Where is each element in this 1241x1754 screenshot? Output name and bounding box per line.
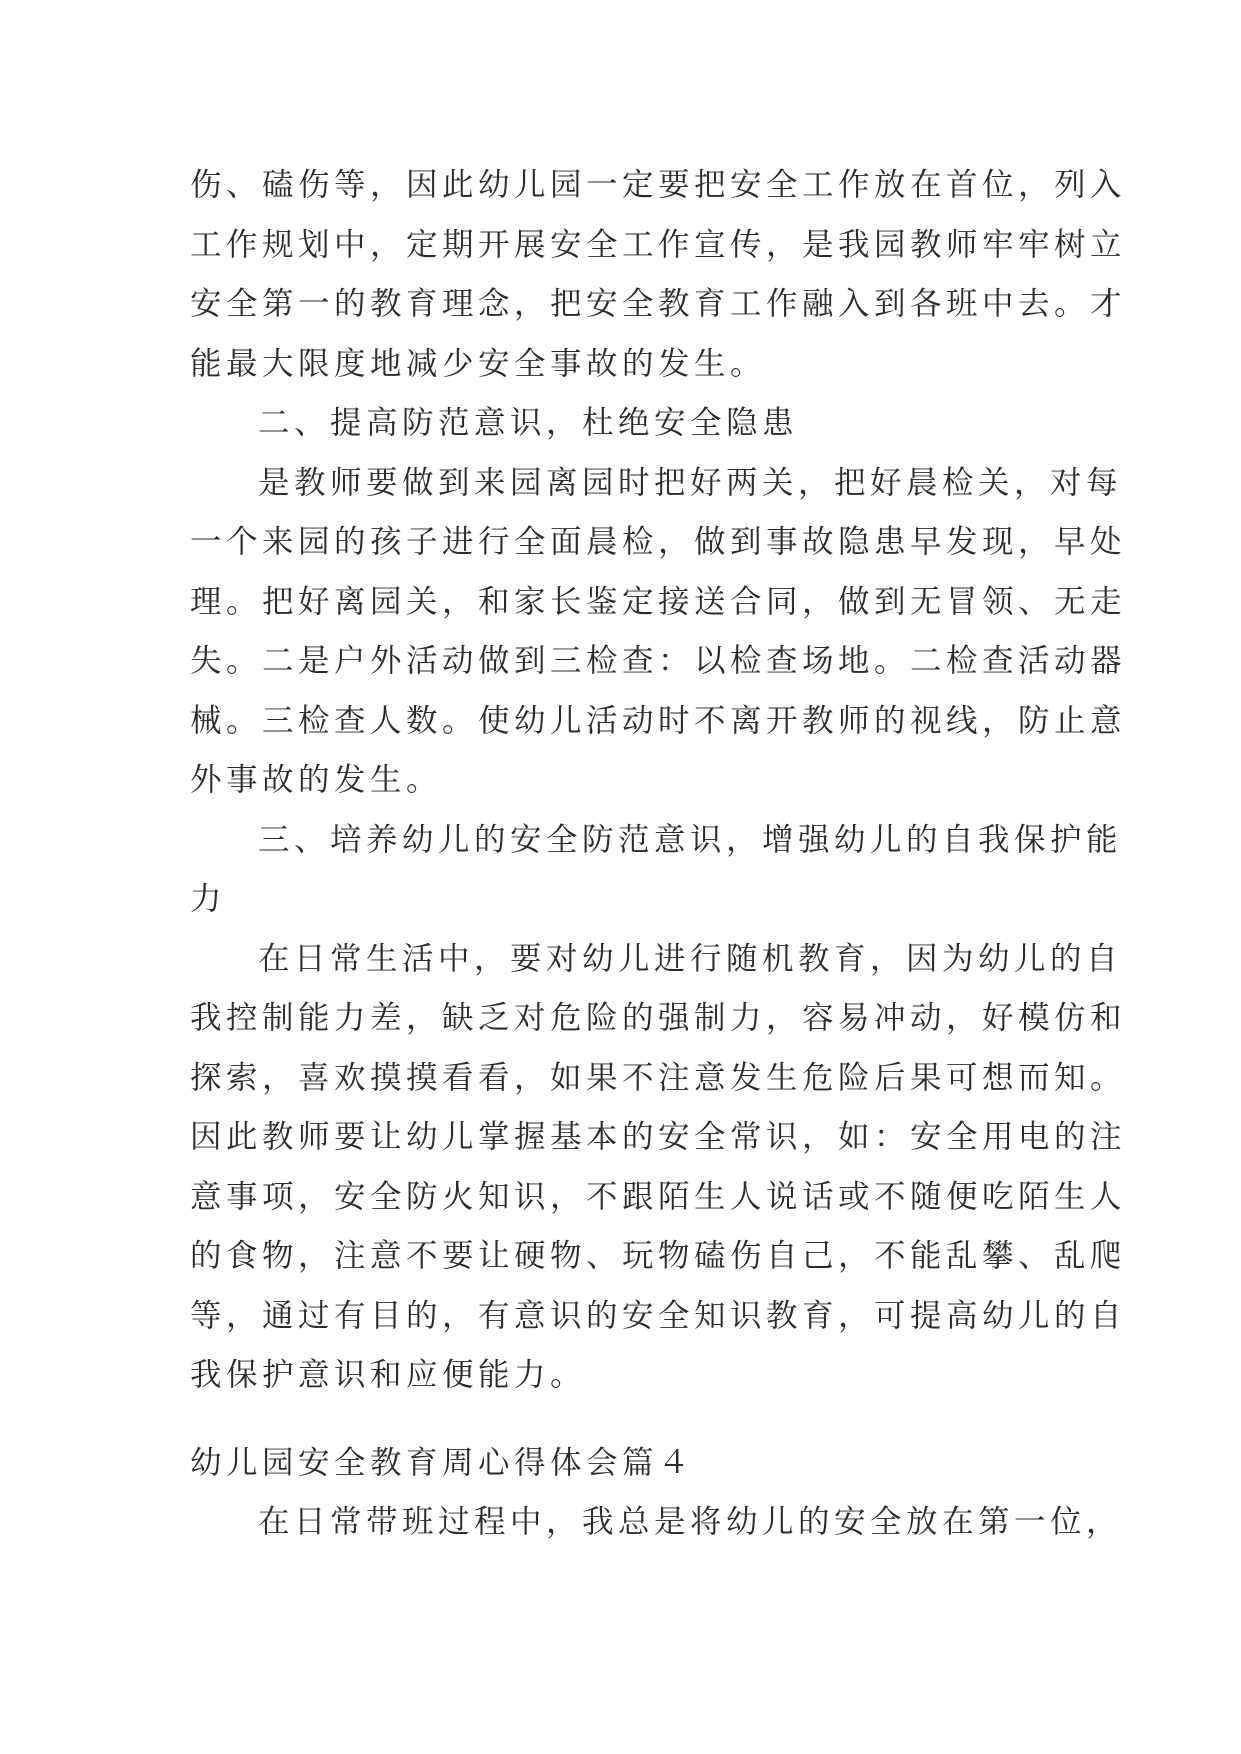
paragraph-line: 在日常生活中，要对幼儿进行随机教育，因为幼儿的自 <box>258 940 1123 977</box>
article-section-title: 幼儿园安全教育周心得体会篇４ <box>190 1444 695 1481</box>
paragraph-line: 我控制能力差，缺乏对危险的强制力，容易冲动，好模仿和 <box>190 1000 1127 1036</box>
paragraph-line: 械。三检查人数。使幼儿活动时不离开教师的视线，防止意 <box>190 702 1127 739</box>
paragraph-line: 安全第一的教育理念，把安全教育工作融入到各班中去。才 <box>190 286 1127 322</box>
paragraph-line: 伤、磕伤等，因此幼儿园一定要把安全工作放在首位，列入 <box>190 167 1127 203</box>
paragraph-line: 意事项，安全防火知识，不跟陌生人说话或不随便吃陌生人 <box>190 1178 1127 1215</box>
paragraph-line: 我保护意识和应便能力。 <box>190 1357 587 1393</box>
paragraph-line: 的食物，注意不要让硬物、玩物磕伤自己，不能乱攀、乱爬 <box>190 1238 1127 1274</box>
paragraph-line: 探索，喜欢摸摸看看，如果不注意发生危险后果可想而知。 <box>190 1059 1127 1096</box>
paragraph-line: 因此教师要让幼儿掌握基本的安全常识，如：安全用电的注 <box>190 1119 1127 1155</box>
section-heading: 二、提高防范意识，杜绝安全隐患 <box>258 405 799 441</box>
paragraph-line: 是教师要做到来园离园时把好两关，把好晨检关，对每 <box>258 464 1123 501</box>
paragraph-line: 失。二是户外活动做到三检查：以检查场地。二检查活动器 <box>190 643 1127 679</box>
paragraph-line: 理。把好离园关，和家长鉴定接送合同，做到无冒领、无走 <box>190 583 1127 620</box>
section-heading-continuation: 力 <box>190 881 227 917</box>
document-body <box>190 156 1127 1553</box>
paragraph-line: 等，通过有目的，有意识的安全知识教育，可提高幼儿的自 <box>190 1297 1127 1334</box>
paragraph-line: 工作规划中，定期开展安全工作宣传，是我园教师牢牢树立 <box>190 226 1127 263</box>
paragraph-line: 一个来园的孩子进行全面晨检，做到事故隐患早发现，早处 <box>190 524 1127 560</box>
paragraph-line: 能最大限度地减少安全事故的发生。 <box>190 345 767 382</box>
section-heading: 三、培养幼儿的安全防范意识，增强幼儿的自我保护能 <box>258 821 1123 858</box>
paragraph-line: 外事故的发生。 <box>190 762 443 798</box>
paragraph-line: 在日常带班过程中，我总是将幼儿的安全放在第一位， <box>258 1504 1123 1540</box>
